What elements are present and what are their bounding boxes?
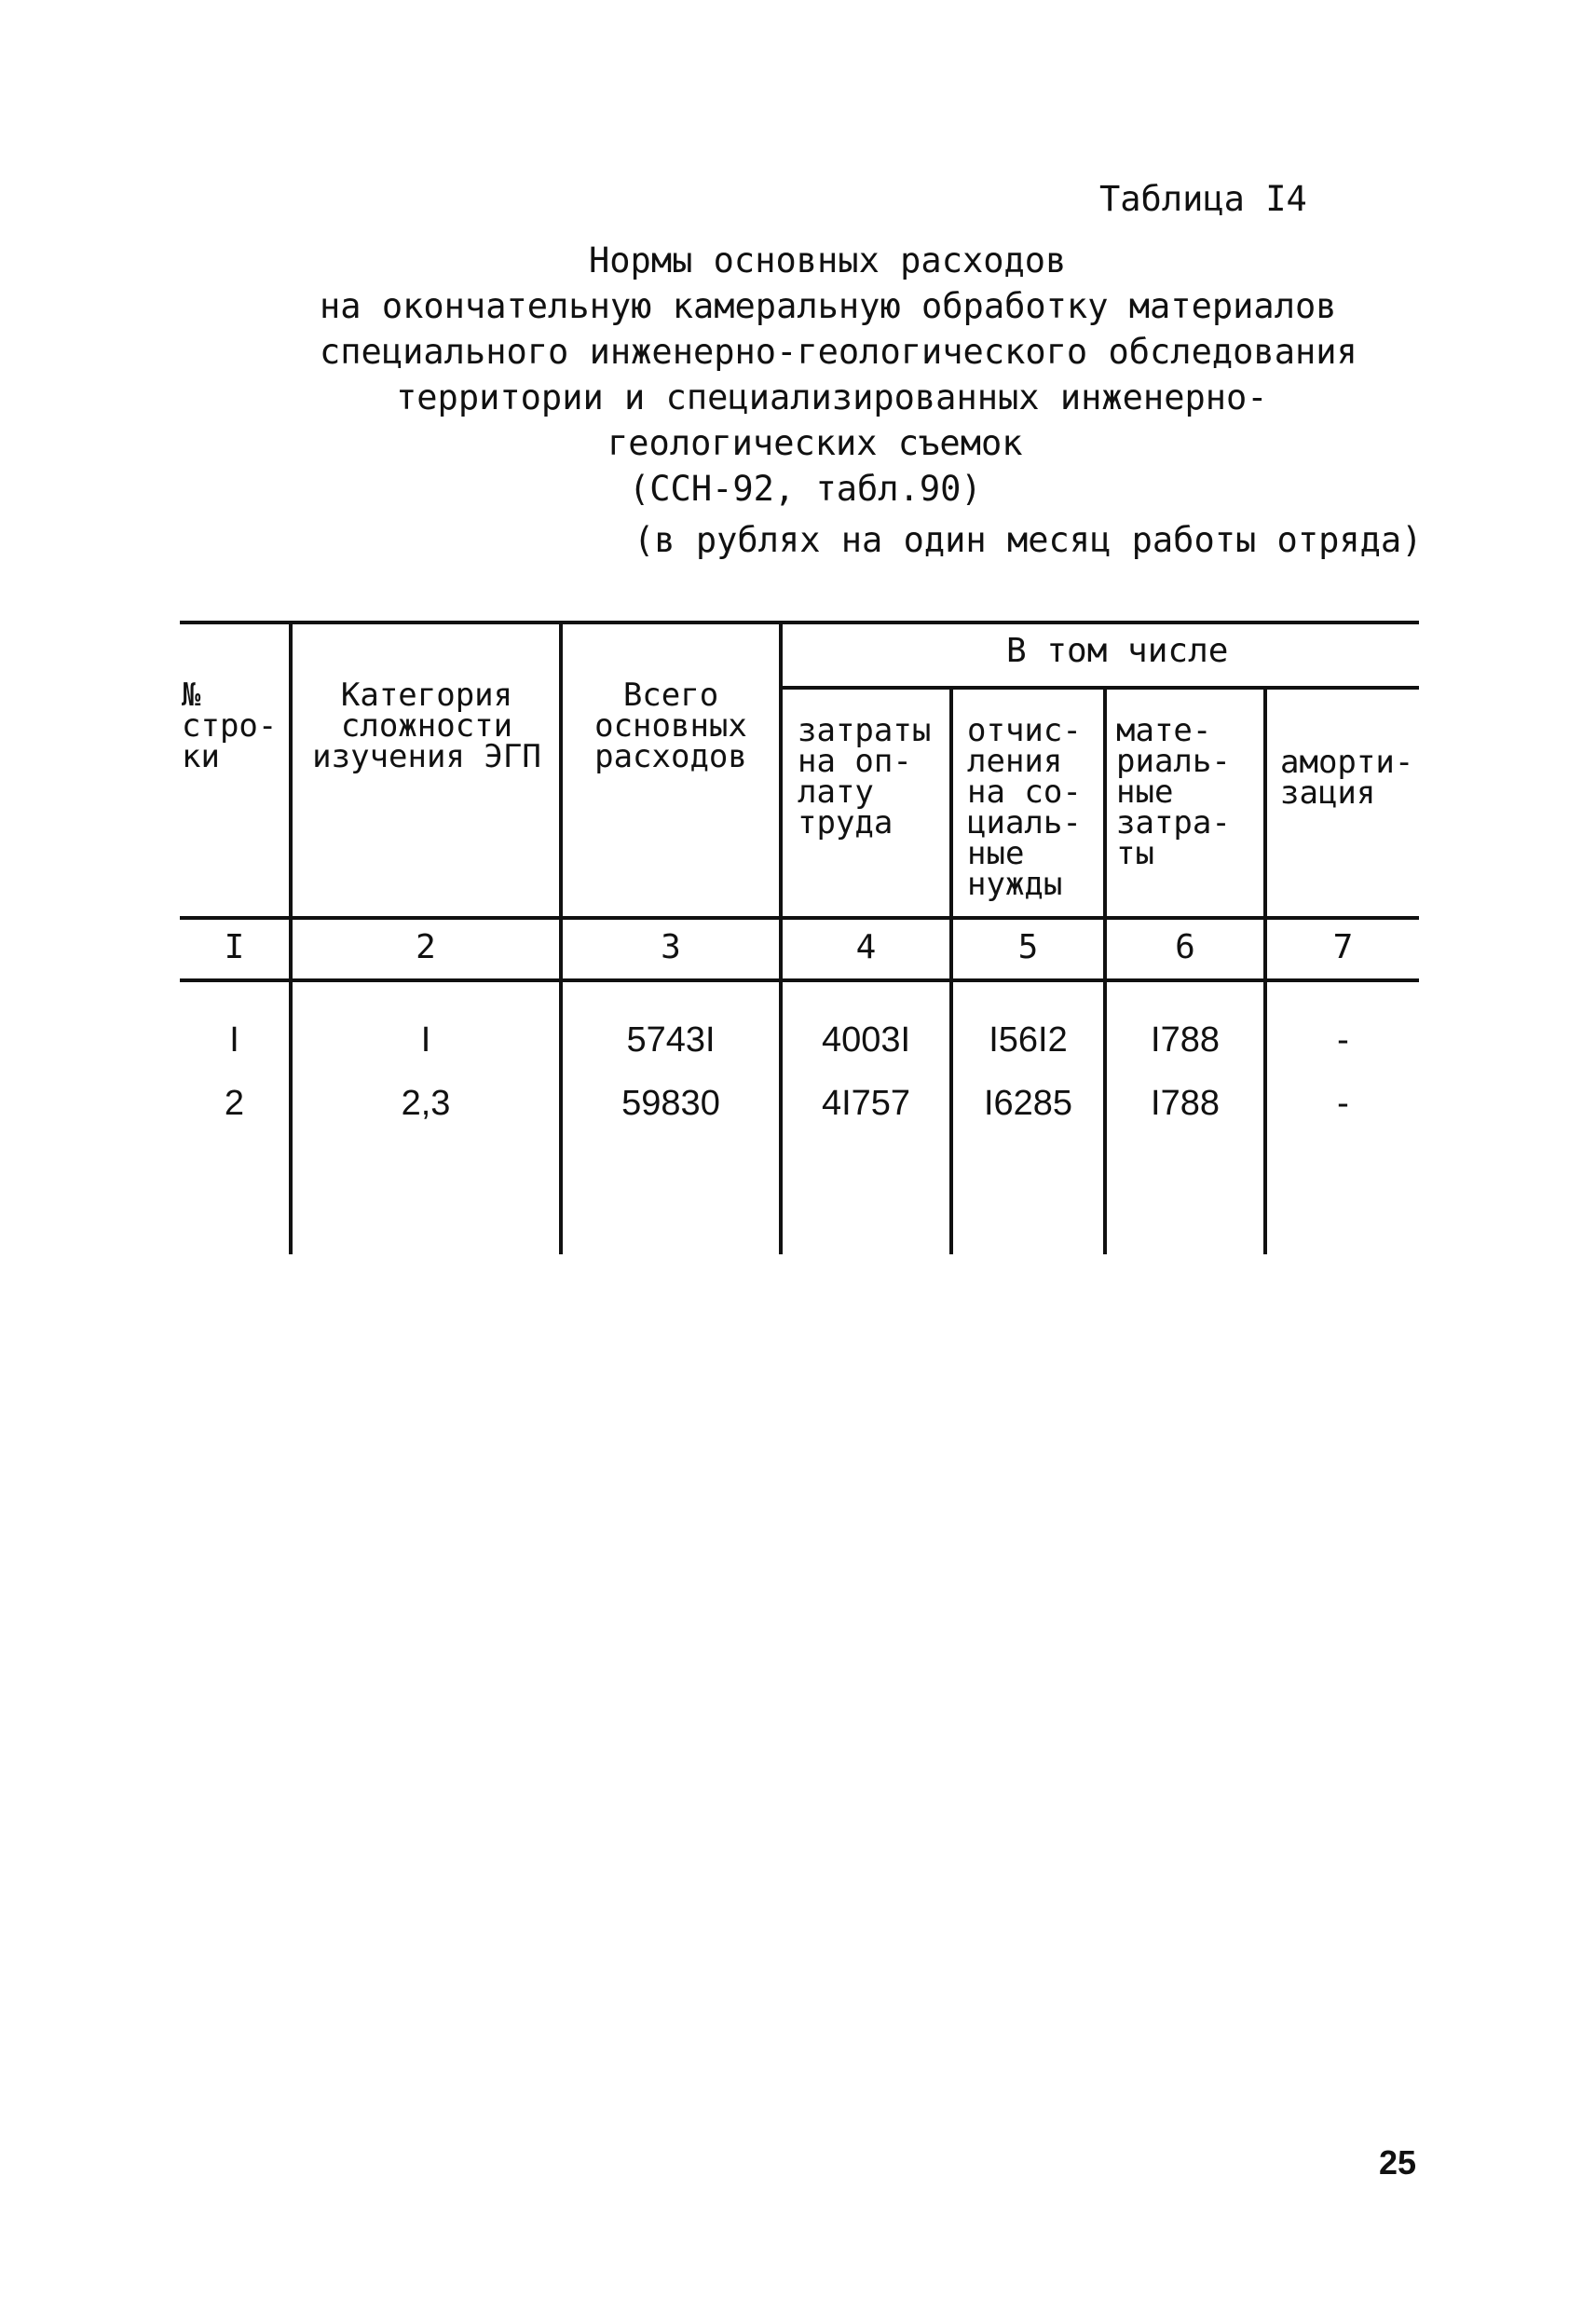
column-divider [1103, 686, 1107, 1254]
labor-cell: 4003I [821, 1020, 911, 1060]
title-line: геологических съемок [607, 423, 1023, 463]
table-label: Таблица I4 [1099, 179, 1307, 219]
header-line: расходов [594, 738, 747, 775]
col-number: 7 [1332, 928, 1354, 966]
header-line: ки [182, 738, 220, 775]
header-line: нужды [967, 866, 1063, 903]
header-line: ления [967, 743, 1063, 780]
category-cell: 2,3 [401, 1084, 451, 1123]
total-cell: 59830 [621, 1084, 720, 1123]
depreciation-cell: - [1337, 1020, 1349, 1060]
title-line: специального инженерно-геологического обследования [320, 332, 1357, 372]
col-number: I [224, 928, 245, 966]
row-number-cell: I [229, 1020, 239, 1060]
col-header-total [565, 677, 777, 775]
page-number: 25 [1379, 2143, 1417, 2182]
col-number: 3 [661, 928, 681, 966]
header-line: № [182, 677, 201, 714]
column-divider [949, 686, 953, 1254]
header-line: на оп- [798, 743, 912, 780]
header-line: зация [1280, 774, 1376, 812]
header-line: основных [594, 707, 747, 745]
total-cell: 5743I [626, 1020, 716, 1060]
col-number: 6 [1175, 928, 1195, 966]
col-header-social [967, 712, 1082, 903]
header-bottom-rule [180, 916, 1419, 920]
title-line: (ССН-92, табл.90) [629, 469, 982, 509]
title-line: Нормы основных расходов [589, 240, 1067, 280]
header-line: аморти- [1280, 744, 1414, 781]
materials-cell: I788 [1151, 1020, 1220, 1060]
col-header-labor [798, 712, 932, 841]
title-line: территории и специализированных инженерно- [396, 377, 1268, 417]
header-line: циаль- [967, 804, 1082, 841]
header-line: изучения ЭГП [312, 738, 541, 775]
header-line: Категория [340, 677, 513, 714]
col-header-row-number [182, 677, 278, 775]
header-line: мате- [1116, 712, 1212, 749]
group-header: В том числе [1006, 632, 1229, 670]
col-header-category [296, 677, 557, 775]
header-line: на со- [967, 773, 1082, 811]
units-note: (в рублях на один месяц работы отряда) [634, 520, 1423, 560]
category-cell: I [420, 1020, 431, 1060]
column-divider [1263, 686, 1267, 1254]
social-cell: I56I2 [989, 1020, 1068, 1060]
header-line: стро- [182, 707, 278, 745]
materials-cell: I788 [1151, 1084, 1220, 1123]
table-top-rule [180, 621, 1419, 624]
social-cell: I6285 [983, 1084, 1073, 1123]
header-line: затра- [1116, 804, 1231, 841]
header-line: ные [1116, 773, 1174, 811]
row-number-cell: 2 [224, 1084, 245, 1123]
labor-cell: 4I757 [821, 1084, 911, 1123]
header-line: лату [798, 773, 874, 811]
title-line: на окончательную камеральную обработку материалов [320, 286, 1337, 326]
header-line: отчис- [967, 712, 1082, 749]
header-line: Всего [622, 677, 719, 714]
depreciation-cell: - [1337, 1084, 1349, 1123]
header-line: затраты [798, 712, 932, 749]
header-line: сложности [340, 707, 513, 745]
group-header-rule [781, 686, 1419, 690]
col-header-materials [1116, 712, 1231, 872]
col-number: 2 [416, 928, 436, 966]
header-line: ты [1116, 835, 1154, 872]
col-number: 4 [855, 928, 877, 966]
header-line: ные [967, 835, 1025, 872]
col-number: 5 [1017, 928, 1039, 966]
header-line: труда [798, 804, 893, 841]
col-number-rule [180, 978, 1419, 982]
header-line: риаль- [1116, 743, 1231, 780]
col-header-depreciation [1280, 744, 1414, 812]
